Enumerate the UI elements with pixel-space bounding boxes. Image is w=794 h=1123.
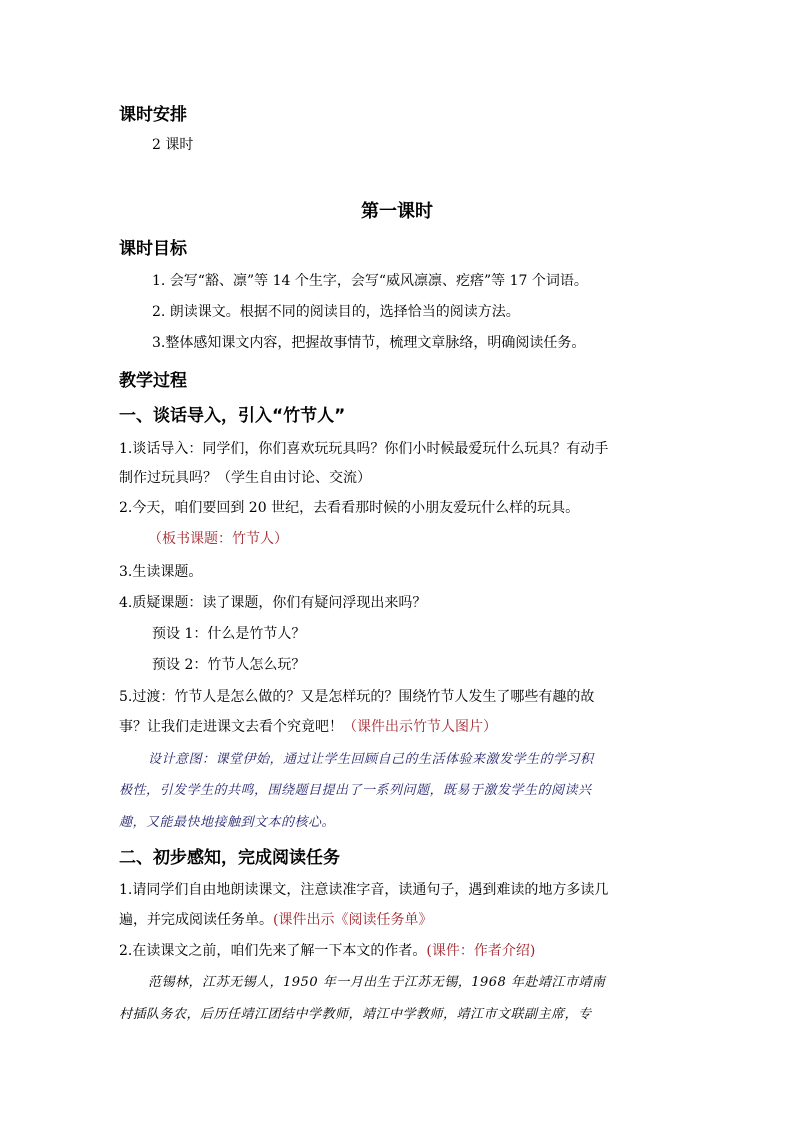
section2-heading: 二、初步感知，完成阅读任务 bbox=[119, 848, 340, 868]
process-heading: 教学过程 bbox=[119, 371, 187, 391]
design-intent-line3: 趣，又能最快地接触到文本的核心。 bbox=[119, 815, 336, 830]
section1-p3: 3.生读课题。 bbox=[119, 564, 203, 580]
courseware-note-2: (课件出示《阅读任务单》 bbox=[273, 912, 433, 928]
board-title-note: （板书课题：竹节人） bbox=[148, 531, 288, 547]
section1-p4: 4.质疑课题：读了课题，你们有疑问浮现出来吗？ bbox=[119, 595, 427, 611]
section2-p1-line1: 1.请同学们自由地朗读课文，注意读准字音，读通句子，遇到难读的地方多读几 bbox=[119, 882, 609, 898]
section1-p1-line1: 1.谈话导入：同学们，你们喜欢玩玩具吗？你们小时候最爱玩什么玩具？有动手 bbox=[119, 441, 609, 457]
section1-p1-line2: 制作过玩具吗？（学生自由讨论、交流） bbox=[119, 470, 371, 486]
section2-p2-text: 2.在读课文之前，咱们先来了解一下本文的作者。 bbox=[119, 943, 427, 959]
section1-p5-text: 事？让我们走进课文去看个究竟吧！ bbox=[119, 719, 343, 735]
design-intent-line2: 极性，引发学生的共鸣，围绕题目提出了一系列问题，既易于激发学生的阅读兴 bbox=[119, 783, 592, 798]
objective-item-3: 3.整体感知课文内容，把握故事情节，梳理文章脉络，明确阅读任务。 bbox=[152, 335, 586, 351]
objectives-heading: 课时目标 bbox=[119, 239, 187, 259]
courseware-note-1: （课件出示竹节人图片） bbox=[343, 719, 497, 735]
section2-p1-line2 bbox=[119, 909, 432, 929]
author-bio-line1: 范锡林，江苏无锡人，1950 年一月出生于江苏无锡，1968 年赴靖江市靖南 bbox=[148, 975, 606, 990]
preset-2: 预设 2：竹节人怎么玩？ bbox=[152, 657, 306, 673]
schedule-heading: 课时安排 bbox=[119, 105, 187, 125]
preset-1: 预设 1：什么是竹节人？ bbox=[152, 626, 306, 642]
section1-p5-line2 bbox=[119, 716, 497, 736]
section1-p5-line1: 5.过渡：竹节人是怎么做的？又是怎样玩的？围绕竹节人发生了哪些有趣的故 bbox=[119, 689, 595, 705]
section1-p2: 2.今天，咱们要回到 20 世纪，去看看那时候的小朋友爱玩什么样的玩具。 bbox=[119, 500, 580, 516]
section2-p1-text: 遍，并完成阅读任务单。 bbox=[119, 912, 273, 928]
courseware-note-3: (课件：作者介绍) bbox=[426, 943, 536, 959]
objective-item-2: 2. 朗读课文。根据不同的阅读目的，选择恰当的阅读方法。 bbox=[152, 304, 520, 320]
section1-heading: 一、谈话导入，引入“竹节人” bbox=[119, 406, 346, 426]
objective-item-1: 1. 会写“豁、凛”等 14 个生字，会写“威风凛凛、疙瘩”等 17 个词语。 bbox=[152, 273, 588, 289]
schedule-value: 2 课时 bbox=[152, 137, 194, 153]
author-bio-line2: 村插队务农，后历任靖江团结中学教师，靖江中学教师，靖江市文联副主席，专 bbox=[119, 1007, 592, 1022]
design-intent-line1: 设计意图：课堂伊始，通过让学生回顾自己的生活体验来激发学生的学习积 bbox=[148, 752, 594, 767]
lesson-title: 第一课时 bbox=[361, 201, 433, 222]
section2-p2-line bbox=[119, 940, 535, 960]
